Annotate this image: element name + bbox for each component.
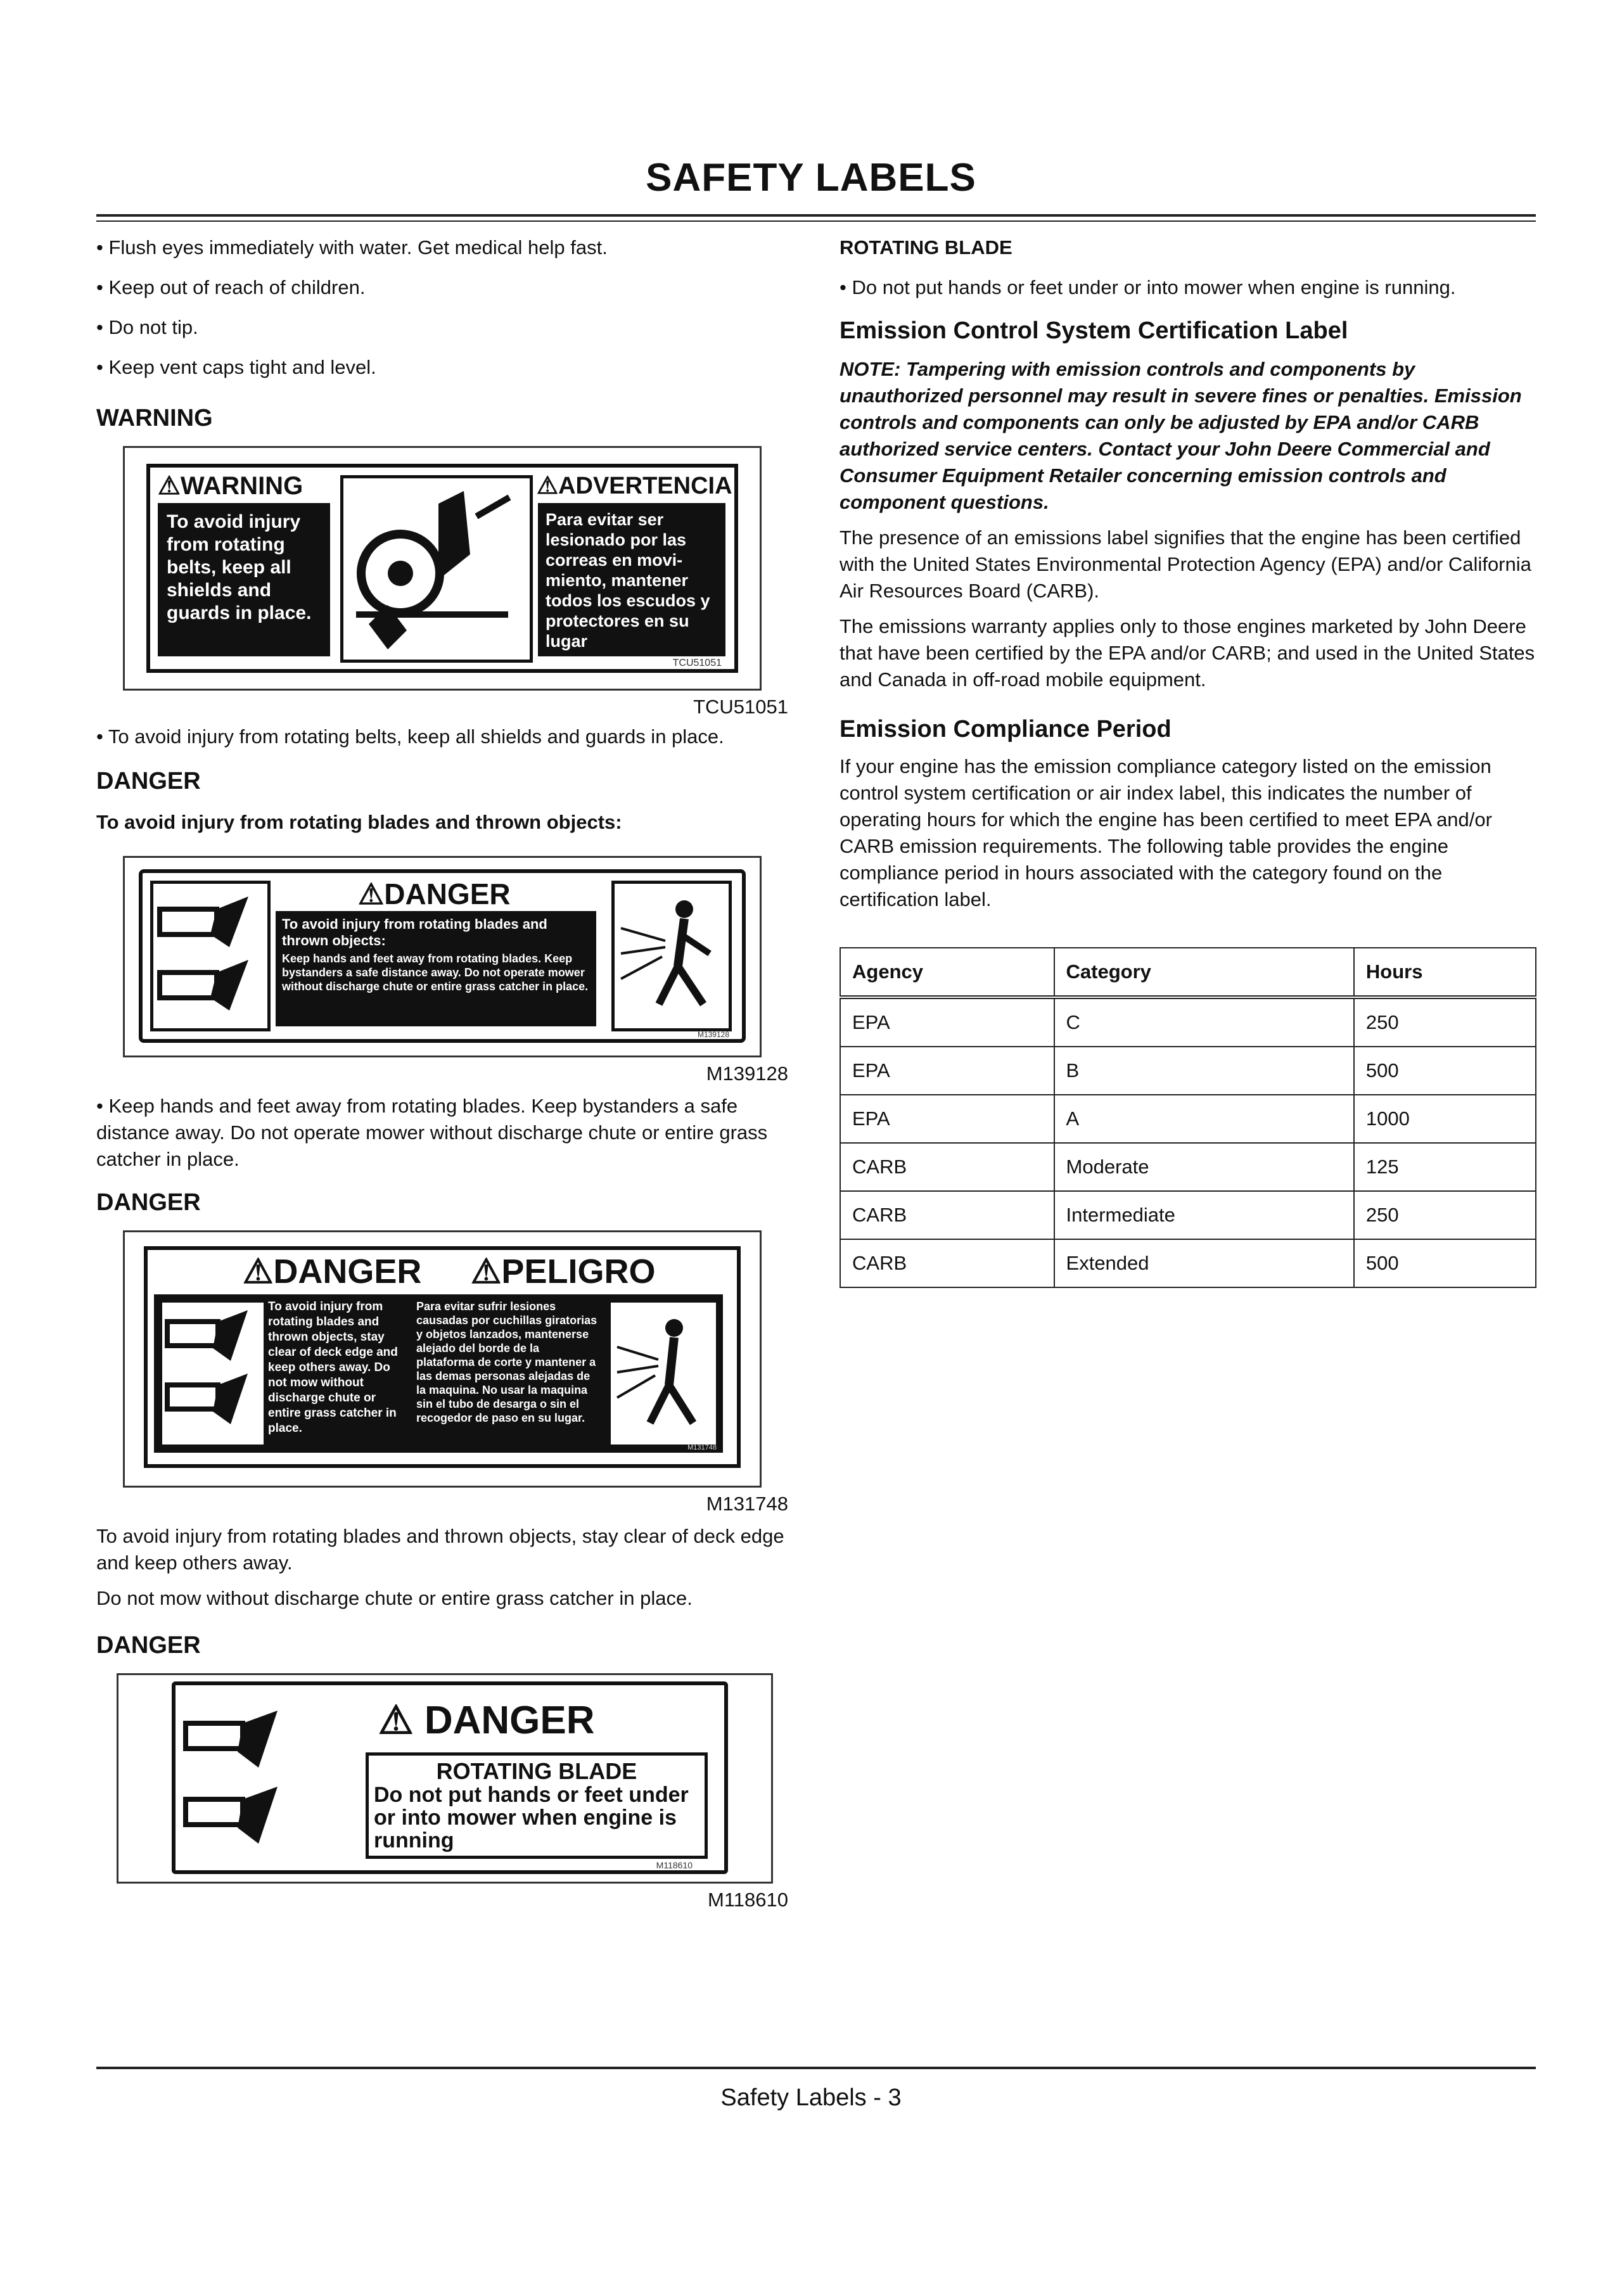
rotating-blade-heading: ROTATING BLADE [840, 236, 1012, 258]
danger-caption: To avoid injury from rotating blades and thrown objects, stay clear of deck edge and keep others away. [96, 1525, 784, 1574]
decal-code: M118610 [656, 1860, 693, 1870]
table-cell: 250 [1354, 1191, 1536, 1239]
danger-peligro-decal [144, 1246, 741, 1468]
bullet-item: • Do not tip. [96, 316, 198, 338]
peligro-text-es: Para evitar sufrir lesiones causadas por cuchillas giratorias y objetos lanzados, mantenerse alejado del borde de la plataforma de corte y mantener a las demas personas alejadas de la maquina. No usar la maquina sin el tubo de desarga o sin el recogedor de paso en su lugar. [416, 1300, 597, 1424]
header-rule [96, 214, 1536, 217]
danger-heading: DANGER [96, 1189, 201, 1216]
danger-peligro-label-image [123, 1230, 762, 1488]
compliance-paragraph: If your engine has the emission compliance category listed on the emission control system certification or air index label, this indicates the number of operating hours for which the engine has been certified to meet EPA and/or CARB emission requirements. The following table provides the engine compliance period in hours associated with the category found on the certification label. [840, 755, 1492, 910]
warning-heading: WARNING [96, 405, 213, 431]
table-row [840, 997, 1536, 1047]
bullet-item: • Flush eyes immediately with water. Get medical help fast. [96, 236, 608, 258]
decal-code: M131748 [687, 1444, 717, 1451]
hand-foot-pictogram [179, 1698, 293, 1856]
compliance-heading: Emission Compliance Period [840, 716, 1172, 743]
emission-note: NOTE: Tampering with emission controls and components by unauthorized personnel may result in severe fines or penalties. Emission controls and components can only be adjusted by EPA and/or CARB authorized service centers. Contact your John Deere Commercial and Consumer Equipment Retailer concerning emission controls and component questions. [840, 358, 1522, 513]
table-cell: 1000 [1354, 1095, 1536, 1143]
table-row [840, 1095, 1536, 1143]
danger-decal-header: ⚠DANGER [358, 877, 511, 910]
danger-decal-header-en: ⚠DANGER [243, 1253, 422, 1291]
table-row [840, 1143, 1536, 1191]
table-header-row [840, 948, 1536, 997]
warning-triangle-icon: ⚠ [358, 877, 385, 910]
right-column [840, 234, 1536, 1288]
hand-blade-icon [179, 1698, 293, 1856]
column-header: Agency [840, 948, 1054, 997]
danger-subheading: To avoid injury from rotating blades and thrown objects: [96, 811, 622, 833]
image-code: M118610 [708, 1889, 788, 1911]
image-code: M131748 [706, 1493, 788, 1515]
table-cell: 500 [1354, 1239, 1536, 1287]
table-cell: CARB [840, 1239, 1054, 1287]
header-rule-thin [96, 220, 1536, 222]
decal-code: M139128 [697, 1030, 729, 1039]
rotating-blade-decal [172, 1681, 728, 1874]
belt-hazard-icon [343, 478, 523, 653]
bullet-item: • Keep out of reach of children. [96, 276, 366, 298]
emission-paragraph: The emissions warranty applies only to those engines marketed by John Deere that have been certified by the EPA and/or CARB; and used in the United States and Canada in off-road mobile equipment. [840, 615, 1535, 691]
thrown-object-pictogram [611, 881, 732, 1031]
table-cell: 500 [1354, 1047, 1536, 1095]
emission-cert-heading: Emission Control System Certification Label [840, 317, 1348, 344]
rotating-blade-decal-text: ROTATING BLADE Do not put hands or feet under or into mower when engine is running [366, 1752, 708, 1859]
warning-decal-text-es: Para evitar ser lesionado por las correas en movi- miento, mantener todos los escudos y protectores en su lugar [538, 503, 725, 656]
danger-caption: Do not mow without discharge chute or entire grass catcher in place. [96, 1587, 693, 1609]
warning-label-image [123, 446, 762, 691]
warning-triangle-icon: ⚠ [537, 473, 559, 499]
table-cell: B [1054, 1047, 1354, 1095]
warning-triangle-icon: ⚠ [471, 1253, 502, 1291]
hand-blade-icon [153, 884, 261, 1022]
warning-caption: • To avoid injury from rotating belts, keep all shields and guards in place. [96, 725, 724, 748]
thrown-object-icon [615, 884, 722, 1022]
peligro-text-en: To avoid injury from rotating blades and thrown objects, stay clear of deck edge and keep others away. Do not mow without discharge chute or entire grass catcher in place. [268, 1300, 398, 1435]
compliance-table [840, 947, 1536, 1288]
emission-paragraph: The presence of an emissions label signifies that the engine has been certified with the United States Environmental Protection Agency (EPA) and/or California Air Resources Board (CARB). [840, 526, 1531, 602]
footer-rule [96, 2067, 1536, 2069]
hand-foot-pictogram [159, 1299, 267, 1448]
danger-caption: • Keep hands and feet away from rotating blades. Keep bystanders a safe distance away. Do not operate mower without discharge chute or entire grass catcher in place. [96, 1095, 768, 1170]
bullet-item: • Keep vent caps tight and level. [96, 356, 376, 378]
danger-decal [139, 869, 746, 1043]
danger-heading: DANGER [96, 1632, 201, 1659]
danger-heading: DANGER [96, 768, 201, 794]
warning-decal [146, 464, 738, 673]
peligro-decal-header-es: ⚠PELIGRO [471, 1253, 656, 1291]
rotating-blade-label-image [117, 1673, 773, 1884]
table-cell: CARB [840, 1191, 1054, 1239]
warning-decal-header-es: ⚠ADVERTENCIA [537, 473, 732, 499]
hand-blade-icon [162, 1303, 257, 1438]
table-cell: C [1054, 997, 1354, 1047]
hand-foot-pictogram [150, 881, 271, 1031]
image-code: M139128 [706, 1062, 788, 1085]
table-row [840, 1191, 1536, 1239]
table-row [840, 1047, 1536, 1095]
rotating-blade-bullet: • Do not put hands or feet under or into mower when engine is running. [840, 276, 1456, 298]
rotating-belt-pictogram [340, 475, 533, 663]
table-cell: EPA [840, 997, 1054, 1047]
column-header: Category [1054, 948, 1354, 997]
table-cell: Moderate [1054, 1143, 1354, 1191]
warning-decal-text-en: To avoid injury from rotating belts, keep all shields and guards in place. [158, 503, 330, 656]
warning-triangle-icon: ⚠ [243, 1253, 274, 1291]
thrown-object-pictogram [608, 1299, 719, 1448]
column-header: Hours [1354, 948, 1536, 997]
table-row [840, 1239, 1536, 1287]
table-cell: 250 [1354, 997, 1536, 1047]
image-code: TCU51051 [693, 696, 788, 718]
table-cell: A [1054, 1095, 1354, 1143]
warning-triangle-icon: ⚠ [378, 1699, 414, 1742]
peligro-decal-body [154, 1294, 723, 1453]
thrown-object-icon [611, 1303, 710, 1438]
warning-decal-header-en: ⚠WARNING [158, 472, 303, 500]
table-cell: 125 [1354, 1143, 1536, 1191]
table-cell: CARB [840, 1143, 1054, 1191]
decal-code: TCU51051 [672, 658, 722, 668]
danger-decal-text: To avoid injury from rotating blades and thrown objects: Keep hands and feet away from rotating blades. Keep bystanders a safe distance away. Do not operate mower without discharge chute or entire grass catcher in place. [276, 911, 596, 1026]
page-footer: Safety Labels - 3 [720, 2084, 902, 2111]
table-cell: EPA [840, 1095, 1054, 1143]
rotating-blade-decal-header: ⚠ DANGER [378, 1699, 595, 1742]
page-title: SAFETY LABELS [646, 156, 976, 200]
warning-triangle-icon: ⚠ [158, 472, 181, 500]
left-column [96, 234, 788, 1913]
table-cell: Intermediate [1054, 1191, 1354, 1239]
danger-label-image [123, 856, 762, 1057]
table-cell: EPA [840, 1047, 1054, 1095]
table-cell: Extended [1054, 1239, 1354, 1287]
